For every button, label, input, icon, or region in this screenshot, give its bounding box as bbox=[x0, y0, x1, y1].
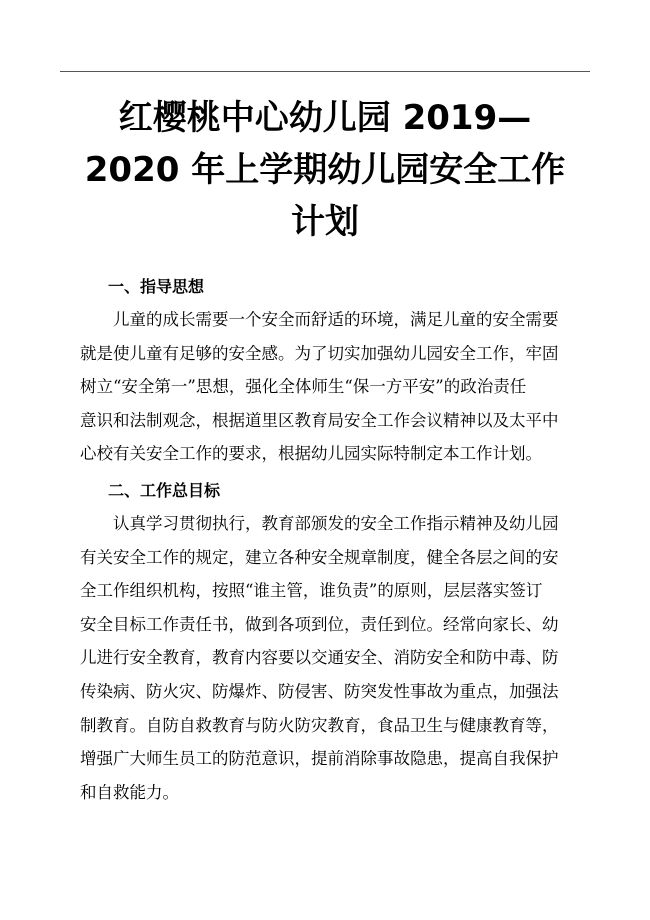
paragraph-line: 增强广大师生员工的防范意识，提前消除事故隐患，提高自我保护 bbox=[80, 749, 559, 769]
section-paragraph-guiding-ideology bbox=[80, 303, 590, 471]
paragraph-line: 儿童的成长需要一个安全而舒适的环境，满足儿童的安全需要 bbox=[113, 310, 559, 329]
paragraph-line: 制教育。自防自救教育与防火防灾教育，食品卫生与健康教育等， bbox=[80, 715, 559, 735]
paragraph-line: 安全目标工作责任书，做到各项到位，责任到位。经常向家长、幼 bbox=[80, 614, 559, 634]
paragraph-line: 和自救能力。 bbox=[80, 782, 179, 802]
paragraph-line: 树立“安全第一”思想，强化全体师生“保一方平安”的政治责任 bbox=[80, 377, 527, 397]
paragraph-line: 意识和法制观念，根据道里区教育局安全工作会议精神以及太平中 bbox=[80, 410, 559, 430]
paragraph-line: 有关安全工作的规定，建立各种安全规章制度，健全各层之间的安 bbox=[80, 547, 559, 567]
paragraph-line: 认真学习贯彻执行，教育部颁发的安全工作指示精神及幼儿园 bbox=[113, 514, 559, 533]
paragraph-line: 儿进行安全教育，教育内容要以交通安全、消防安全和防中毒、防 bbox=[80, 648, 559, 668]
title-line: 2020 年上学期幼儿园安全工作 bbox=[84, 150, 566, 190]
paragraph-line: 全工作组织机构，按照“谁主管，谁负责”的原则，层层落实签订 bbox=[80, 581, 543, 601]
title-line: 红樱桃中心幼儿园 2019— bbox=[118, 98, 532, 138]
document-title bbox=[50, 92, 600, 248]
paragraph-line: 心校有关安全工作的要求，根据幼儿园实际特制定本工作计划。 bbox=[80, 444, 542, 464]
section-heading-overall-goal: 二、工作总目标 bbox=[108, 481, 221, 500]
section-paragraph-overall-goal bbox=[80, 507, 590, 809]
paragraph-line: 传染病、防火灾、防爆炸、防侵害、防突发性事故为重点，加强法 bbox=[80, 681, 559, 701]
paragraph-line: 就是使儿童有足够的安全感。为了切实加强幼儿园安全工作，牢固 bbox=[80, 343, 559, 363]
header-rule bbox=[60, 71, 590, 72]
title-line: 计划 bbox=[291, 202, 359, 242]
section-heading-guiding-ideology: 一、指导思想 bbox=[108, 277, 205, 296]
